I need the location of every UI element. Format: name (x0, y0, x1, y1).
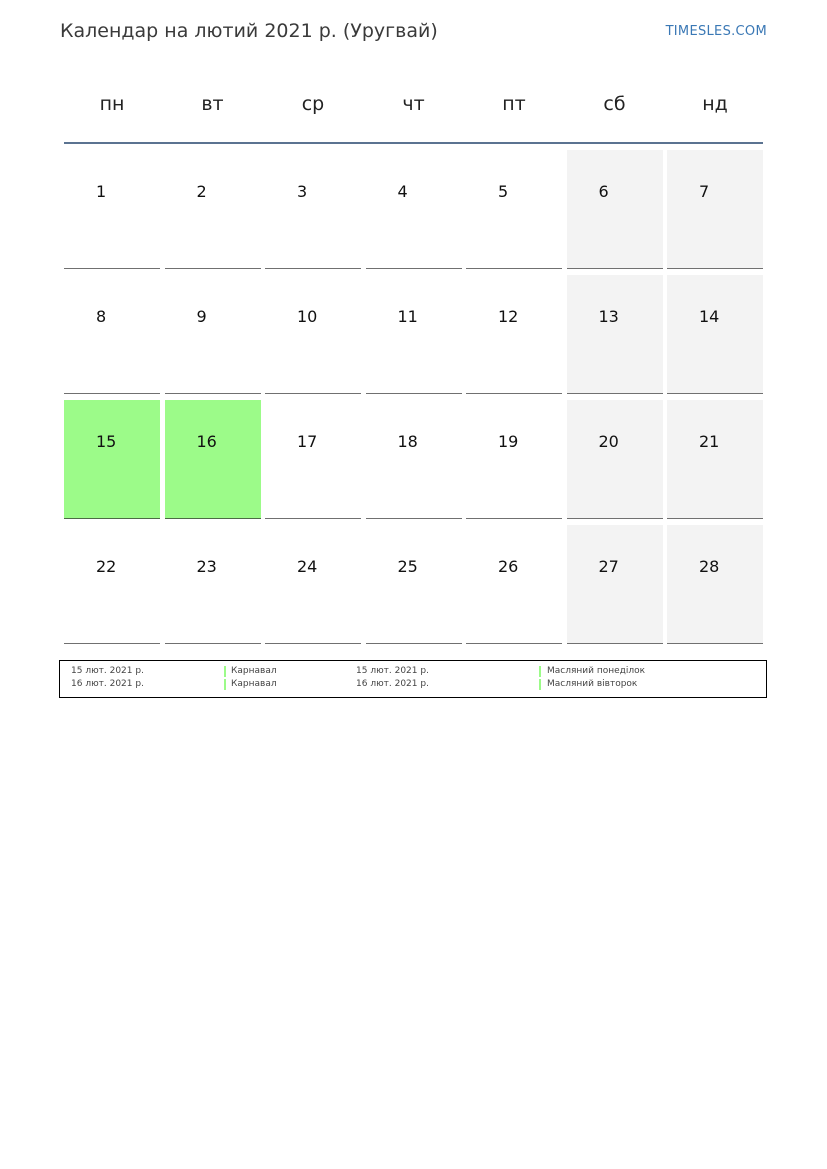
day-number: 8 (96, 307, 107, 326)
holiday-legend (59, 660, 767, 698)
day-number: 3 (297, 182, 308, 201)
holiday-color-marker (539, 666, 541, 677)
day-number: 18 (397, 432, 418, 451)
day-cell (265, 400, 361, 519)
day-number: 6 (598, 182, 609, 201)
day-number: 28 (699, 557, 720, 576)
day-cell (366, 400, 462, 519)
day-cell (165, 150, 261, 269)
day-cell (366, 525, 462, 644)
day-cell (366, 150, 462, 269)
day-number: 21 (699, 432, 720, 451)
legend-date: 16 лют. 2021 р. (356, 679, 429, 689)
weekend-day-cell (667, 400, 763, 519)
weekend-day-cell (567, 525, 663, 644)
day-number: 22 (96, 557, 117, 576)
legend-holiday-name: Карнавал (231, 679, 277, 689)
day-number: 19 (498, 432, 519, 451)
holiday-color-marker (224, 679, 226, 690)
day-cell (466, 150, 562, 269)
weekend-day-cell (567, 150, 663, 269)
holiday-color-marker (224, 666, 226, 677)
holiday-day-cell (64, 400, 160, 519)
legend-holiday-name: Масляний вівторок (547, 679, 638, 689)
weekday-fri: пт (502, 93, 526, 115)
legend-date: 16 лют. 2021 р. (71, 679, 144, 689)
day-cell (265, 275, 361, 394)
day-number: 14 (699, 307, 720, 326)
day-number: 13 (598, 307, 619, 326)
day-number: 20 (598, 432, 619, 451)
day-number: 24 (297, 557, 318, 576)
weekday-thu: чт (402, 93, 425, 115)
week-row-2 (64, 275, 763, 394)
day-cell (64, 150, 160, 269)
day-number: 4 (397, 182, 408, 201)
day-number: 25 (397, 557, 418, 576)
weekday-tue: вт (201, 93, 224, 115)
day-cell (265, 525, 361, 644)
day-number: 26 (498, 557, 519, 576)
day-number: 15 (96, 432, 117, 451)
holiday-day-cell (165, 400, 261, 519)
day-cell (466, 525, 562, 644)
day-number: 1 (96, 182, 107, 201)
brand-link[interactable]: TIMESLES.COM (665, 24, 767, 39)
weekday-header (64, 72, 763, 144)
weekend-day-cell (567, 400, 663, 519)
day-cell (366, 275, 462, 394)
weekday-wed: ср (301, 93, 325, 115)
day-cell (64, 275, 160, 394)
day-number: 9 (196, 307, 207, 326)
weekend-day-cell (567, 275, 663, 394)
day-cell (466, 275, 562, 394)
day-number: 2 (196, 182, 207, 201)
day-cell (165, 525, 261, 644)
weekday-sat: сб (603, 93, 626, 115)
calendar-grid (64, 72, 763, 644)
day-cell (265, 150, 361, 269)
weekend-day-cell (667, 150, 763, 269)
legend-date: 15 лют. 2021 р. (356, 666, 429, 676)
day-number: 11 (397, 307, 418, 326)
day-number: 7 (699, 182, 710, 201)
day-cell (64, 525, 160, 644)
holiday-color-marker (539, 679, 541, 690)
day-cell (466, 400, 562, 519)
weekend-day-cell (667, 525, 763, 644)
weekend-day-cell (667, 275, 763, 394)
day-number: 23 (196, 557, 217, 576)
week-row-3 (64, 400, 763, 519)
week-row-4 (64, 525, 763, 644)
page-title: Календар на лютий 2021 р. (Уругвай) (60, 20, 438, 42)
legend-date: 15 лют. 2021 р. (71, 666, 144, 676)
day-number: 27 (598, 557, 619, 576)
day-cell (165, 275, 261, 394)
day-number: 5 (498, 182, 509, 201)
legend-holiday-name: Масляний понеділок (547, 666, 646, 676)
day-number: 16 (196, 432, 217, 451)
day-number: 17 (297, 432, 318, 451)
weekday-mon: пн (99, 93, 125, 115)
week-row-1 (64, 150, 763, 269)
day-number: 12 (498, 307, 519, 326)
weekday-sun: нд (702, 93, 728, 115)
day-number: 10 (297, 307, 318, 326)
legend-holiday-name: Карнавал (231, 666, 277, 676)
